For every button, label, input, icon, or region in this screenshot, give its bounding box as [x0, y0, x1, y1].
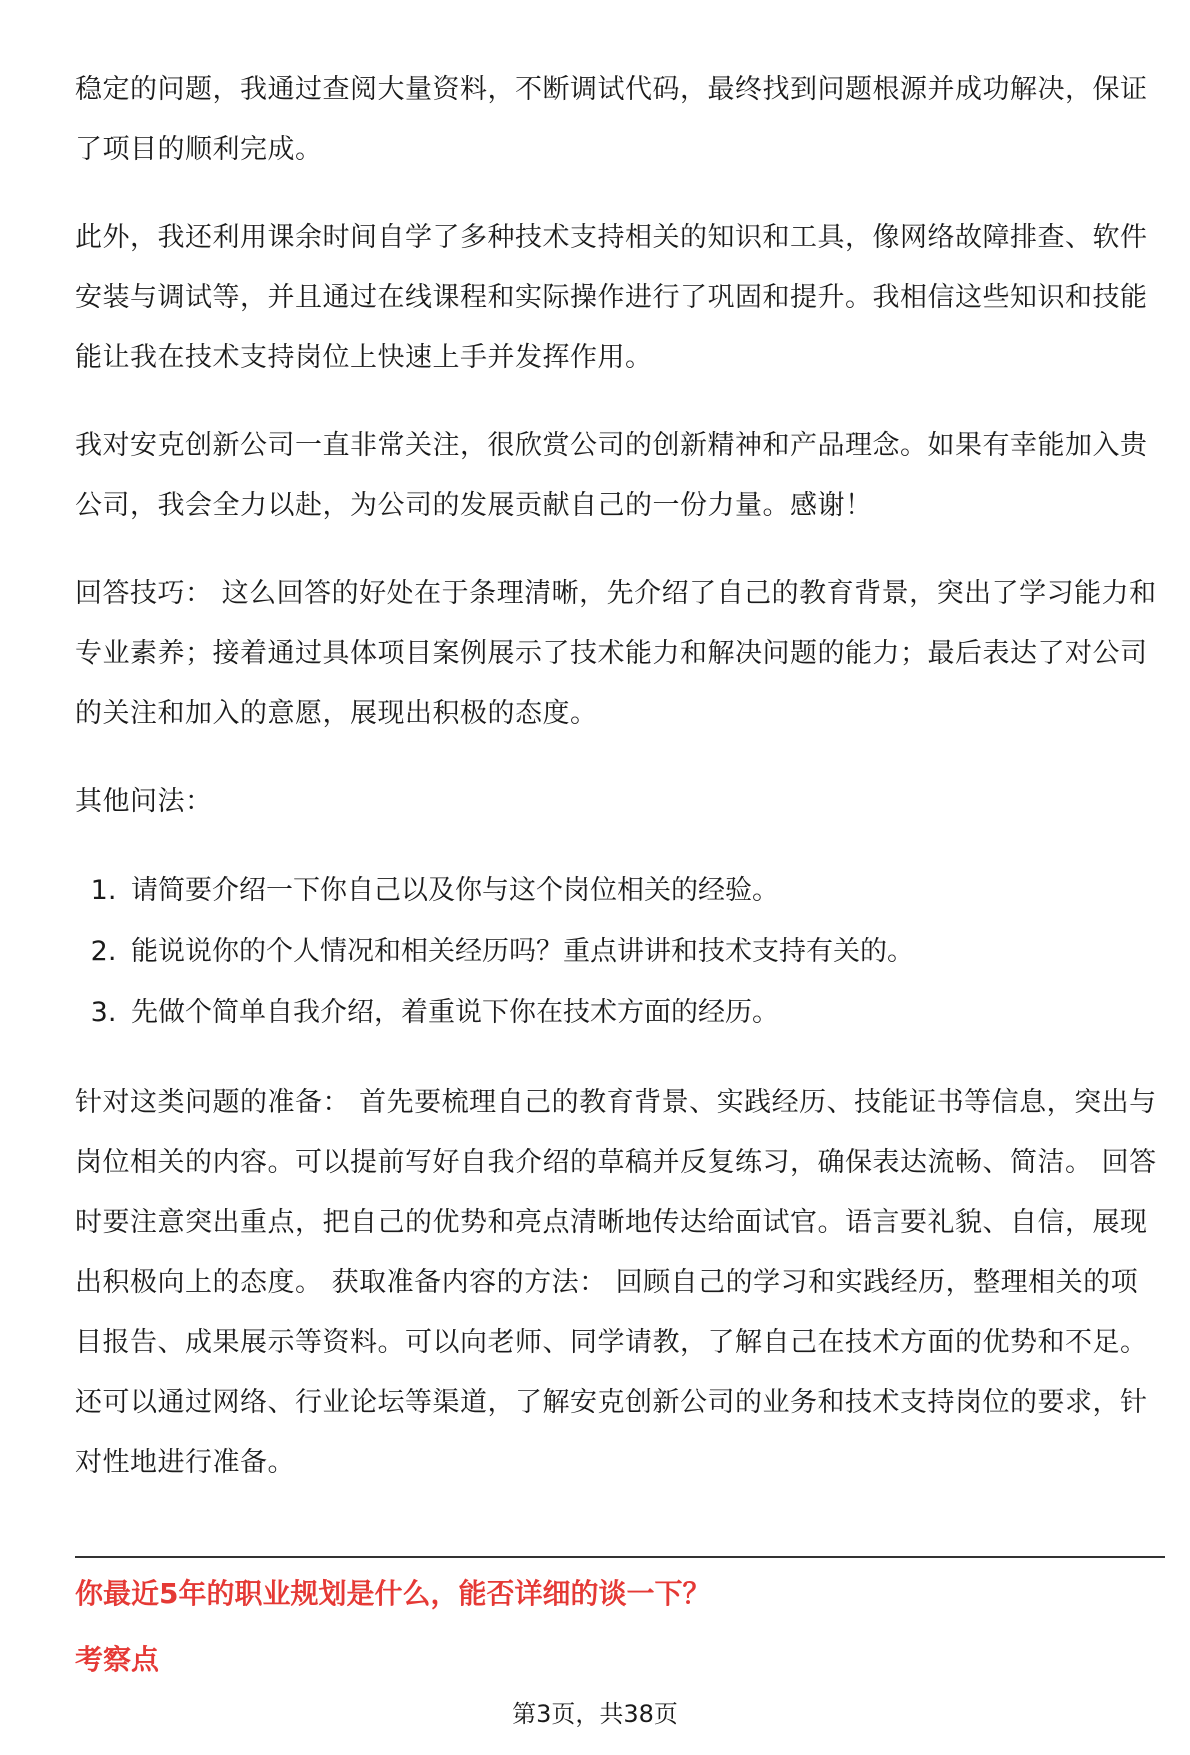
paragraph-company-interest: 我对安克创新公司一直非常关注，很欣赏公司的创新精神和产品理念。如果有幸能加入贵公司，我会全力以赴，为公司的发展贡献自己的一份力量。感谢！: [75, 430, 1148, 521]
paragraph-answer-tips: 回答技巧： 这么回答的好处在于条理清晰，先介绍了自己的教育背景，突出了学习能力和专业素养；接着通过具体项目案例展示了技术能力和解决问题的能力；最后表达了对公司的关注和加入的意愿，展现出积极的态度。: [75, 578, 1157, 729]
paragraph-other-questions-label: 其他问法：: [75, 786, 213, 817]
paragraph-problem-solving: 稳定的问题，我通过查阅大量资料，不断调试代码，最终找到问题根源并成功解决，保证了项目的顺利完成。: [75, 74, 1148, 165]
next-question-title: 你最近5年的职业规划是什么，能否详细的谈一下？: [75, 1577, 711, 1610]
other-questions-list: [75, 860, 1165, 1043]
page-number-footer: 第3页，共38页: [512, 1700, 678, 1728]
list-item: 1. 请简要介绍一下你自己以及你与这个岗位相关的经验。: [125, 860, 1165, 921]
list-item: 2. 能说说你的个人情况和相关经历吗？重点讲讲和技术支持有关的。: [125, 921, 1165, 982]
section-divider: [75, 1556, 1165, 1558]
paragraph-self-study: 此外，我还利用课余时间自学了多种技术支持相关的知识和工具，像网络故障排查、软件安装与调试等，并且通过在线课程和实际操作进行了巩固和提升。我相信这些知识和技能能让我在技术支持岗位上快速上手并发挥作用。: [75, 222, 1148, 373]
page-content: [75, 60, 1165, 1521]
paragraph-preparation: 针对这类问题的准备： 首先要梳理自己的教育背景、实践经历、技能证书等信息，突出与岗位相关的内容。可以提前写好自我介绍的草稿并反复练习，确保表达流畅、简洁。 回答时要注意突出重点，把自己的优势和亮点清晰地传达给面试官。语言要礼貌、自信，展现出积极向上的态度。 获取准备内容的方法： 回顾自己的学习和实践经历，整理相关的项目报告、成果展示等资料。可以向老师、同学请教，了解自己在技术方面的优势和不足。还可以通过网络、行业论坛等渠道，了解安克创新公司的业务和技术支持岗位的要求，针对性地进行准备。: [75, 1087, 1157, 1478]
list-item: 3. 先做个简单自我介绍，着重说下你在技术方面的经历。: [125, 982, 1165, 1043]
assessment-points-heading: 考察点: [75, 1643, 160, 1676]
